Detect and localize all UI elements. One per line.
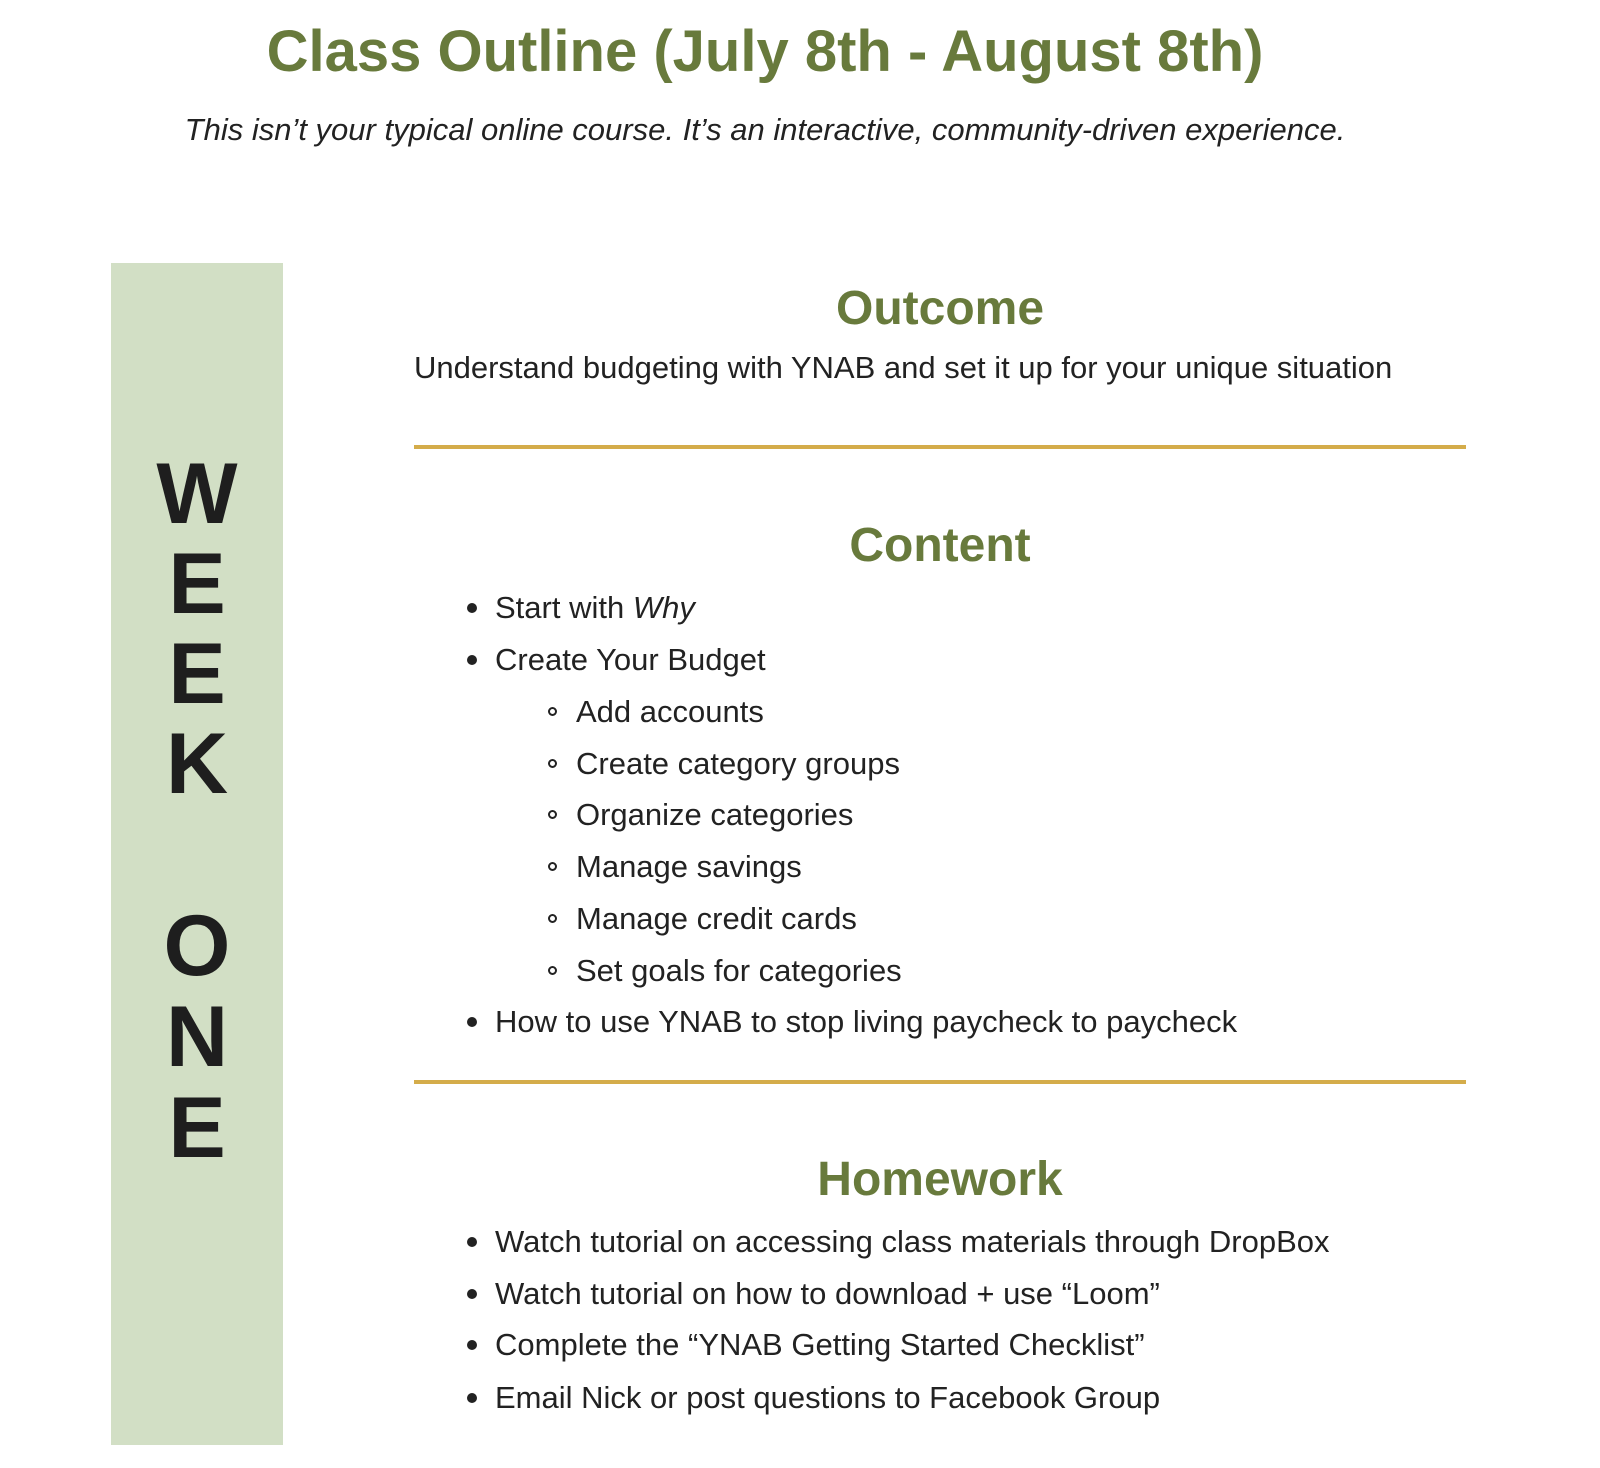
page-title: Class Outline (July 8th - August 8th) — [266, 19, 1264, 84]
bullet-icon — [467, 1393, 477, 1403]
content-subitem: Create category groups — [576, 746, 900, 781]
page-subtitle: This isn’t your typical online course. It’s an interactive, community-driven experience. — [184, 112, 1346, 147]
circle-bullet-icon — [548, 914, 557, 923]
bullet-icon — [467, 1017, 477, 1027]
week-letter: O — [163, 898, 231, 994]
circle-bullet-icon — [548, 966, 557, 975]
content-item-start-with-why — [495, 592, 695, 623]
content-item-create-budget: Create Your Budget — [495, 642, 766, 677]
content-subitem: Add accounts — [576, 694, 764, 729]
bullet-icon — [467, 1289, 477, 1299]
content-subitem: Set goals for categories — [576, 953, 902, 988]
week-letter: E — [168, 626, 226, 722]
homework-item: Watch tutorial on accessing class materials through DropBox — [495, 1224, 1330, 1259]
bullet-icon — [467, 603, 477, 613]
week-letter: N — [165, 989, 229, 1085]
circle-bullet-icon — [548, 707, 557, 716]
content-subitem: Manage savings — [576, 849, 802, 884]
content-heading: Content — [849, 519, 1031, 572]
content-item-text: Start with — [495, 590, 633, 625]
homework-item: Complete the “YNAB Getting Started Checklist” — [495, 1327, 1145, 1362]
week-letter: E — [168, 536, 226, 632]
homework-item: Email Nick or post questions to Facebook Group — [495, 1380, 1161, 1415]
circle-bullet-icon — [548, 862, 557, 871]
week-letter: E — [168, 1080, 226, 1176]
content-item-paycheck: How to use YNAB to stop living paycheck to paycheck — [495, 1004, 1238, 1039]
week-letter: W — [156, 446, 238, 542]
week-label-bar — [111, 263, 283, 1445]
section-divider — [414, 445, 1466, 449]
section-divider — [414, 1080, 1466, 1084]
bullet-icon — [467, 1340, 477, 1350]
circle-bullet-icon — [548, 810, 557, 819]
outcome-heading: Outcome — [835, 282, 1045, 335]
content-subitem: Organize categories — [576, 797, 854, 832]
outcome-text: Understand budgeting with YNAB and set it up for your unique situation — [414, 350, 1393, 385]
content-item-emphasis: Why — [632, 590, 695, 625]
homework-heading: Homework — [817, 1153, 1063, 1206]
week-letter: K — [165, 716, 229, 812]
bullet-icon — [467, 655, 477, 665]
circle-bullet-icon — [548, 759, 557, 768]
content-subitem: Manage credit cards — [576, 901, 857, 936]
bullet-icon — [467, 1237, 477, 1247]
homework-item: Watch tutorial on how to download + use “Loom” — [495, 1276, 1160, 1311]
